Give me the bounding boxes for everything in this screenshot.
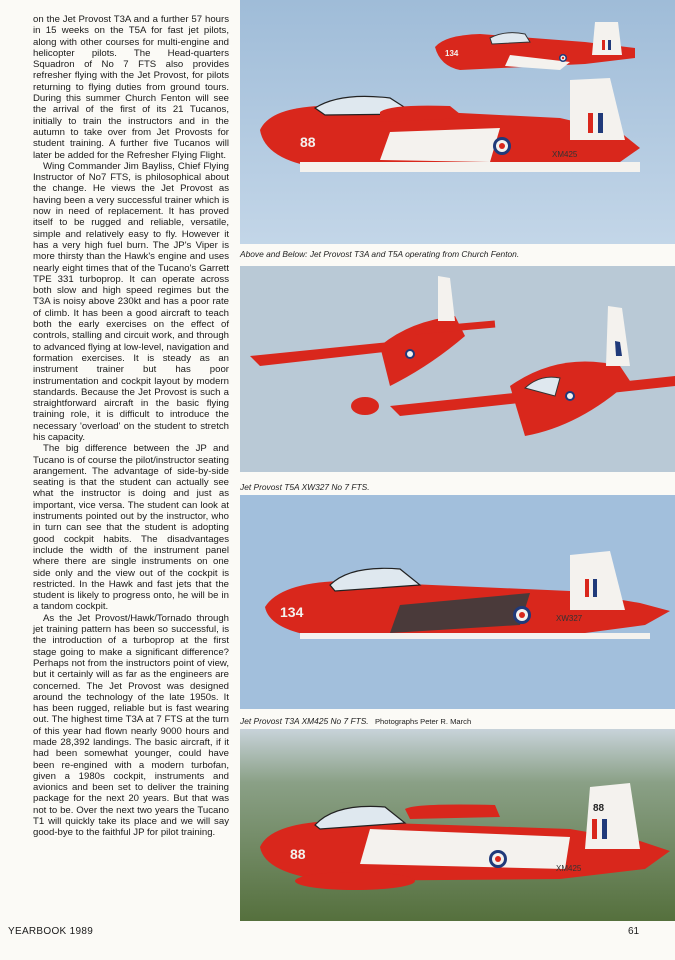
caption-photo-3 (240, 716, 670, 727)
article-paragraph: on the Jet Provost T3A and a further 57 hours in 15 weeks on the T5A for fast jet pilots, along with other courses for multi-engine and helicopter pilots. The Head-quarters Squadron of No 7 FTS also provides refresher flying with the Jet Provost, for pilots returning to flying duties from ground tours. During this summer Church Fenton will see the arrival of the first of its 21 Tucanos, initially to train the instructors and in the autumn to take over from Jet Provosts for student training. A further five Tucanos will later be added for the Refresher Flying Flight. (33, 14, 229, 161)
caption-photo-1: Above and Below: Jet Provost T3A and T5A operating from Church Fenton. (240, 249, 520, 259)
photo-jet-provost-banking (240, 266, 675, 472)
photo-credit: Photographs Peter R. March (374, 717, 472, 726)
article-paragraph: Wing Commander Jim Bayliss, Chief Flying Instructor of No7 FTS, is philosophical about the change. He views the Jet Provost as having been a very successful trainer which is now in need of replacement. It has proved itself to be rugged and reliable, versatile, simple and relatively easy to fly. However it has a very high fuel burn. The JP's Viper is more thirsty than the Hawk's engine and uses nearly eight times that of the Tucano's Garrett TPE 331 turboprop. It can operate across both slow and high speed regimes but the T3A is noisy above 230kt and has a poor rate of climb. It has been a good aircraft to teach both the early exercises on the effect of controls, stalling and circuit work, and through to advanced flying at low-level, navigation and formation exercises. It is steady as an instrument trainer but has poor instrumentation and cockpit layout by modern standards. Because the Jet Provost is such a straightforward aircraft in the basic flying training role, it is difficult to introduce the necessary 'overload' on the student to stretch his capacity. (33, 160, 229, 443)
caption-photo-2: Jet Provost T5A XW327 No 7 FTS. (240, 482, 370, 492)
article-paragraph: The big difference between the JP and Tucano is of course the pilot/instructor seating arangement. The advantage of side-by-side seating is that the student can actually see what the instructor is doing and just as important, vice versa. The student can look at instruments pointed out by the instructor, who in turn can see that the student is adopting good cockpit habits. The disadvantages include the width of the instrument panel where there are single instruments on one side only and the view out of the cockpit is restricted. In the Hawk and fast jets that the student is likely to progress onto, he will be in a tandom cockpit. (33, 443, 229, 613)
back-aircraft-code: 134 (445, 49, 459, 58)
front-aircraft-code: 88 (300, 134, 316, 150)
publication-name: YEARBOOK 1989 (8, 926, 94, 937)
caption-photo-3-text: Jet Provost T3A XM425 No 7 FTS. (240, 716, 369, 726)
xm425-serial: XM425 (556, 864, 582, 873)
xm425-code: 88 (290, 846, 306, 862)
xw327-code: 134 (280, 604, 304, 620)
front-aircraft-serial: XM425 (552, 150, 578, 159)
xw327-serial: XW327 (556, 614, 583, 623)
page-number: 61 (628, 926, 640, 937)
article-text (33, 14, 229, 839)
photo-jet-provost-xw327 (240, 495, 675, 709)
photo-jet-provost-xm425 (240, 729, 675, 921)
photo-jet-provost-pair (240, 0, 675, 244)
xm425-fin-code: 88 (593, 803, 605, 814)
article-paragraph: As the Jet Provost/Hawk/Tornado through jet training pattern has been so successful, is the introduction of a turboprop at the first stage going to make a significant difference? Perhaps not from the instructors point of view, but it certainly will as far as the engineers are concerned. The Jet Provost was designed around the technology of the late 1950s. It has been rugged, reliable but is fast wearing out. The highest time T3A at 7 FTS at the turn of this year had flown nearly 9000 hours and made 28,392 landings. The basic aircraft, if it had been somewhat younger, could have been re-engined with a modern turbofan, given a 1980s cockpit, instruments and avionics and been set to deliver the training package for the next 20 years. But that was not to be. Over the next two years the Tucano T1 will quickly take its place and we will say good-bye to the faithful JP for pilot training. (33, 612, 229, 839)
